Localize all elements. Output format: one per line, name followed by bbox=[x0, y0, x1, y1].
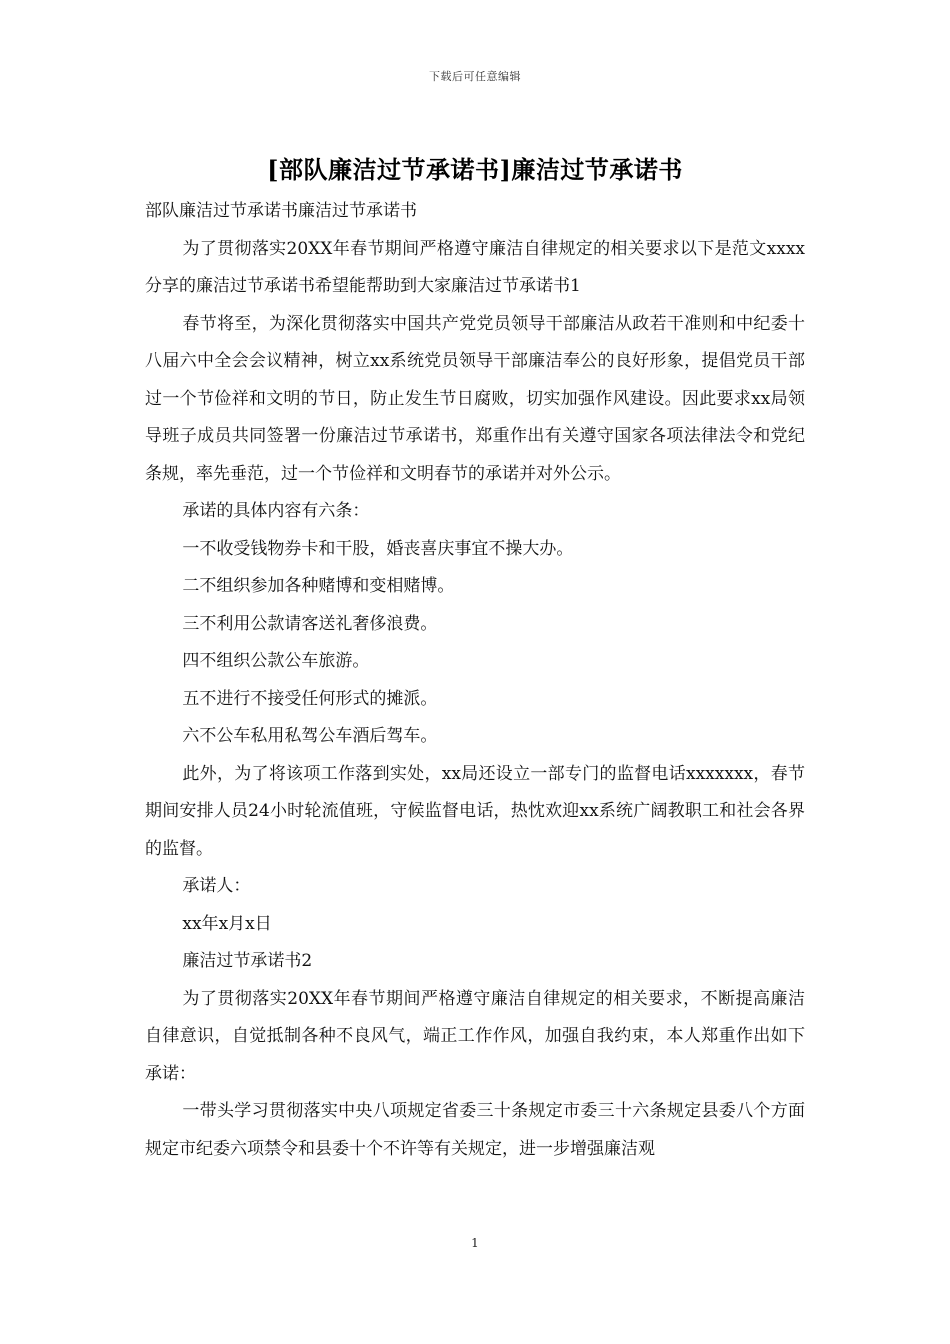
paragraph-intro: 为了贯彻落实20XX年春节期间严格遵守廉洁自律规定的相关要求以下是范文xxxx分享的廉洁过节承诺书希望能帮助到大家廉洁过节承诺书1 bbox=[145, 238, 805, 296]
list-item: 二不组织参加各种赌博和变相赌博。 bbox=[182, 576, 455, 596]
signature-label: 承诺人： bbox=[182, 876, 251, 896]
paragraph-body: 为了贯彻落实20XX年春节期间严格遵守廉洁自律规定的相关要求，不断提高廉洁自律意识，自觉抵制各种不良风气，端正工作作风，加强自我约束，本人郑重作出如下承诺： bbox=[145, 988, 805, 1084]
paragraph-body: 此外，为了将该项工作落到实处，xx局还设立一部专门的监督电话xxxxxxx，春节期间安排人员24小时轮流值班，守候监督电话，热忱欢迎xx系统广阔教职工和社会各界的监督。 bbox=[145, 763, 805, 859]
signature-date: xx年x月x日 bbox=[182, 913, 272, 934]
list-item: 六不公车私用私驾公车酒后驾车。 bbox=[182, 726, 438, 746]
list-item: 四不组织公款公车旅游。 bbox=[182, 651, 370, 671]
list-item: 三不利用公款请客送礼奢侈浪费。 bbox=[182, 613, 438, 634]
list-item: 五不进行不接受任何形式的摊派。 bbox=[182, 688, 438, 709]
paragraph-body: 春节将至，为深化贯彻落实中国共产党党员领导干部廉洁从政若干准则和中纪委十八届六中全会会议精神，树立xx系统党员领导干部廉洁奉公的良好形象，提倡党员干部过一个节俭祥和文明的节日，防止发生节日腐败，切实加强作风建设。因此要求xx局领导班子成员共同签署一份廉洁过节承诺书，郑重作出有关遵守国家各项法律法令和党纪条规，率先垂范，过一个节俭祥和文明春节的承诺并对外公示。 bbox=[145, 313, 805, 484]
document-body bbox=[145, 193, 805, 1168]
header-note: 下载后可任意编辑 bbox=[429, 70, 521, 83]
paragraph-subtitle: 部队廉洁过节承诺书廉洁过节承诺书 bbox=[145, 201, 417, 221]
section-heading: 廉洁过节承诺书2 bbox=[182, 951, 313, 971]
list-item: 一不收受钱物券卡和干股，婚丧喜庆事宜不操大办。 bbox=[182, 538, 574, 559]
document-title: [部队廉洁过节承诺书]廉洁过节承诺书 bbox=[267, 155, 683, 184]
page-number: 1 bbox=[471, 1236, 479, 1250]
paragraph-list-intro: 承诺的具体内容有六条： bbox=[182, 501, 370, 521]
paragraph-body: 一带头学习贯彻落实中央八项规定省委三十条规定市委三十六条规定县委八个方面规定市纪委六项禁令和县委十个不许等有关规定，进一步增强廉洁观 bbox=[145, 1101, 805, 1159]
